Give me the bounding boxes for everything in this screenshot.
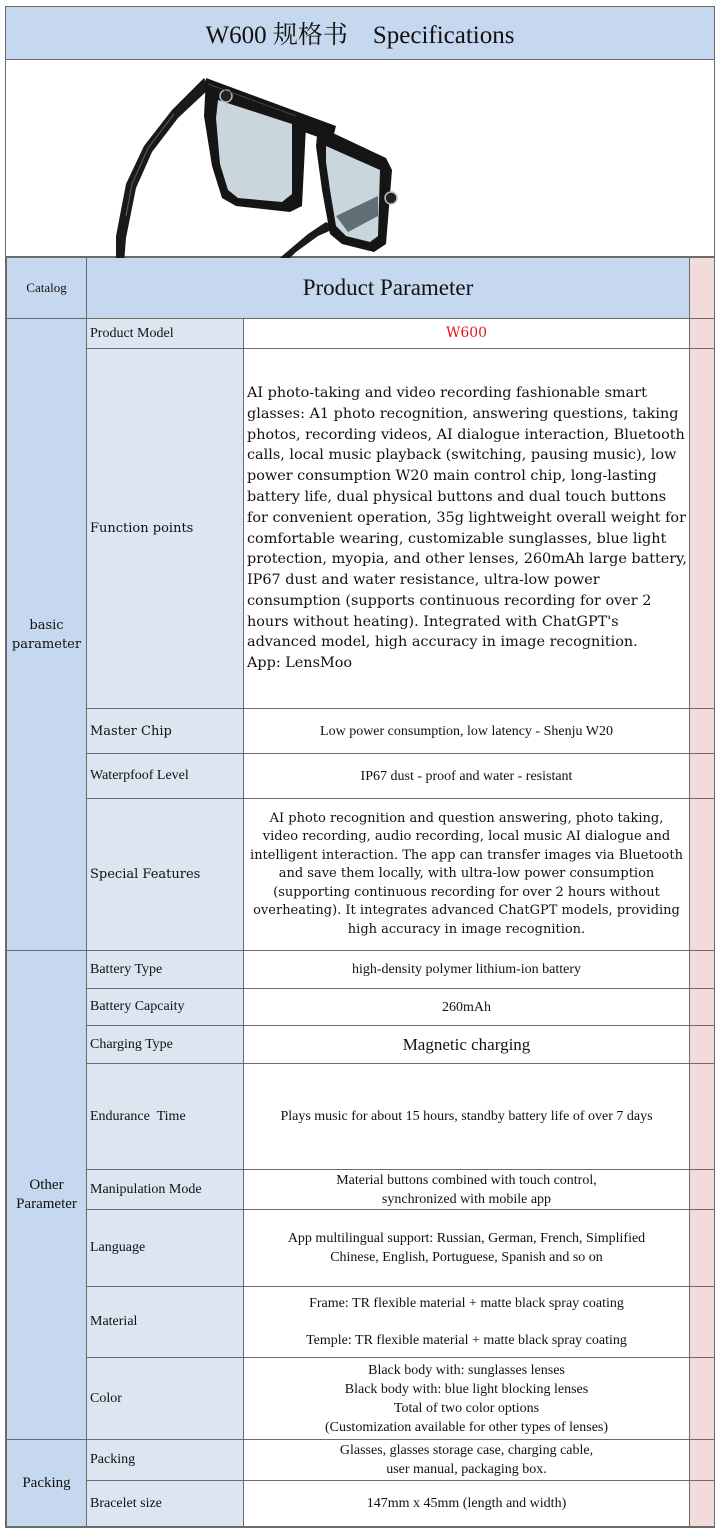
row-label: Manipulation Mode (87, 1170, 244, 1210)
row-label: Bracelet size (87, 1481, 244, 1527)
color-value: Black body with: sunglasses lenses Black body with: blue light blocking lenses Total of two color options (Customization available for other types of lenses) (244, 1358, 690, 1440)
table-row (7, 709, 715, 754)
manipulation-mode-value: Material buttons combined with touch control, synchronized with mobile app (244, 1170, 690, 1210)
row-label: Waterpfoof Level (87, 754, 244, 799)
table-row (7, 754, 715, 799)
table-header-row (7, 258, 715, 319)
function-points-value: AI photo-taking and video recording fashionable smart glasses: A1 photo recognition, answering questions, taking photos, recording videos, AI dialogue interaction, Bluetooth calls, local music playback (switching, pausing music), low power consumption W20 main control chip, long-lasting battery life, dual physical buttons and dual touch buttons for convenient operation, 35g lightweight overall weight for comfortable wearing, customizable sunglasses, blue light protection, myopia, and other lenses, 260mAh large battery, IP67 dust and water resistance, ultra-low power consumption (supports continuous recording for over 2 hours without heating). Integrated with ChatGPT's advanced model, high accuracy in image recognition. App: LensMoo (244, 349, 690, 709)
product-model-value: W600 (244, 319, 690, 349)
table-row (7, 1287, 715, 1358)
spec-table (6, 257, 715, 1527)
row-label: Function points (87, 349, 244, 709)
row-label: Battery Type (87, 951, 244, 989)
table-row (7, 1210, 715, 1287)
smart-glasses-product-image (86, 66, 416, 258)
side-column-cell (690, 258, 715, 319)
product-parameter-header: Product Parameter (87, 258, 690, 319)
table-row (7, 1064, 715, 1170)
table-row (7, 799, 715, 951)
table-row (7, 1358, 715, 1440)
packing-value: Glasses, glasses storage case, charging cable, user manual, packaging box. (244, 1440, 690, 1481)
row-label: Charging Type (87, 1026, 244, 1064)
language-value: App multilingual support: Russian, German, French, Simplified Chinese, English, Portuguese, Spanish and so on (244, 1210, 690, 1287)
product-image-area (6, 60, 714, 257)
category-other-parameter: Other Parameter (7, 951, 87, 1440)
page-title: W600 规格书 Specifications (205, 22, 515, 49)
catalog-header: Catalog (7, 258, 87, 319)
special-features-value: AI photo recognition and question answering, photo taking, video recording, audio recording, local music AI dialogue and intelligent interaction. The app can transfer images via Bluetooth and save them locally, with ultra-low power consumption (supporting continuous recording for over 2 hours without overheating). It integrates advanced ChatGPT models, providing high accuracy in image recognition. (244, 799, 690, 951)
category-basic-parameter: basic parameter (7, 319, 87, 951)
battery-capacity-value: 260mAh (244, 989, 690, 1026)
row-label: Packing (87, 1440, 244, 1481)
title-bar (6, 7, 714, 60)
row-label: Master Chip (87, 709, 244, 754)
row-label: Endurance Time (87, 1064, 244, 1170)
table-row (7, 1440, 715, 1481)
charging-type-value: Magnetic charging (244, 1026, 690, 1064)
table-row (7, 1026, 715, 1064)
table-row (7, 349, 715, 709)
spec-sheet (5, 6, 715, 1528)
bracelet-size-value: 147mm x 45mm (length and width) (244, 1481, 690, 1527)
table-row (7, 1170, 715, 1210)
table-row (7, 989, 715, 1026)
material-value: Frame: TR flexible material + matte black spray coating Temple: TR flexible material + matte black spray coating (244, 1287, 690, 1358)
category-packing: Packing (7, 1440, 87, 1527)
row-label: Language (87, 1210, 244, 1287)
waterproof-value: IP67 dust - proof and water - resistant (244, 754, 690, 799)
master-chip-value: Low power consumption, low latency - Shenju W20 (244, 709, 690, 754)
row-label: Product Model (87, 319, 244, 349)
table-row (7, 319, 715, 349)
table-row (7, 1481, 715, 1527)
row-label: Material (87, 1287, 244, 1358)
row-label: Color (87, 1358, 244, 1440)
row-label: Special Features (87, 799, 244, 951)
row-label: Battery Capcaity (87, 989, 244, 1026)
endurance-time-value: Plays music for about 15 hours, standby battery life of over 7 days (244, 1064, 690, 1170)
table-row (7, 951, 715, 989)
battery-type-value: high-density polymer lithium-ion battery (244, 951, 690, 989)
